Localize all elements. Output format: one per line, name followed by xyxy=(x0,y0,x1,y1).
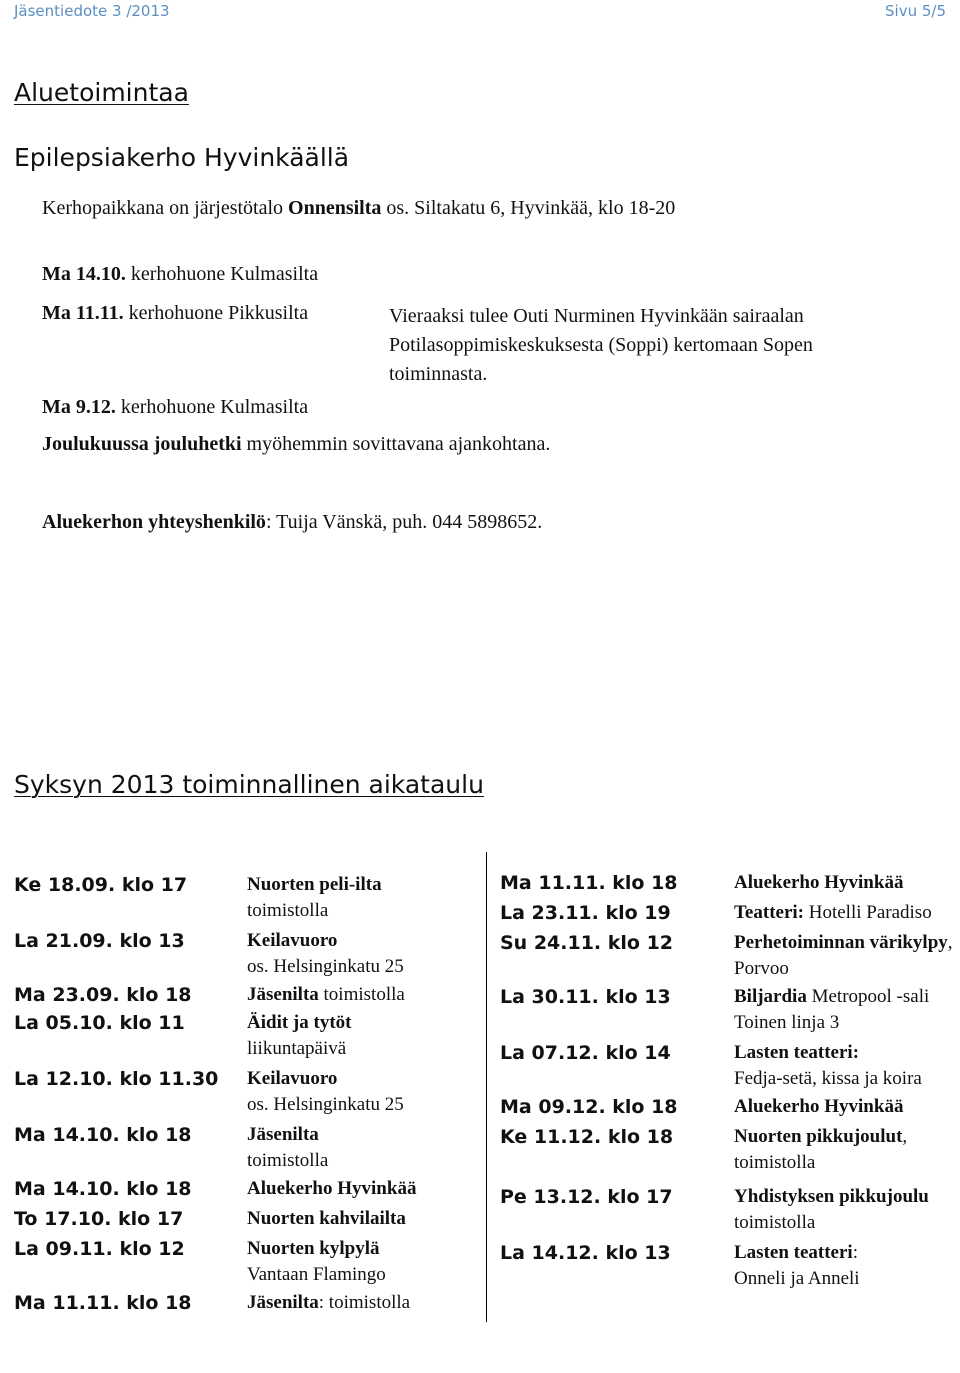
schedule-row xyxy=(500,870,960,896)
schedule-event xyxy=(734,870,960,896)
schedule-row xyxy=(14,1122,467,1174)
meeting-date: Ma 11.11. xyxy=(42,302,124,324)
schedule-event xyxy=(734,1240,960,1292)
event-line xyxy=(734,1040,960,1066)
page-header-title: Jäsentiedote 3 /2013 xyxy=(14,2,170,20)
schedule-date: Ma 23.09. klo 18 xyxy=(14,984,192,1006)
event-title: Teatteri: xyxy=(734,902,804,923)
schedule-date: To 17.10. klo 17 xyxy=(14,1208,184,1230)
schedule-row xyxy=(14,1236,467,1288)
event-detail: , xyxy=(902,1126,908,1147)
event-title: Keilavuoro xyxy=(247,1068,338,1089)
event-extra: os. Helsinginkatu 25 xyxy=(247,956,404,977)
schedule-date: Ke 18.09. klo 17 xyxy=(14,874,188,896)
event-line xyxy=(247,1290,467,1316)
event-title: Nuorten peli-ilta xyxy=(247,874,382,895)
schedule-event xyxy=(247,1176,467,1202)
schedule-date: Ma 14.10. klo 18 xyxy=(14,1124,192,1146)
event-line xyxy=(734,930,960,982)
schedule-row xyxy=(14,872,467,924)
event-title: Aluekerho Hyvinkää xyxy=(247,1178,417,1199)
event-line xyxy=(247,1206,467,1232)
schedule-date: Ma 14.10. klo 18 xyxy=(14,1178,192,1200)
event-line xyxy=(247,872,467,898)
event-extra: Vantaan Flamingo xyxy=(247,1264,386,1285)
event-title: Lasten teatteri xyxy=(734,1242,853,1263)
schedule-title: Syksyn 2013 toiminnallinen aikataulu xyxy=(14,770,484,799)
event-title: Nuorten kylpylä xyxy=(247,1238,380,1259)
event-extra: toimistolla xyxy=(734,1152,816,1173)
event-line xyxy=(247,982,467,1008)
meeting-date: Ma 14.10. xyxy=(42,263,126,285)
event-extra: os. Helsinginkatu 25 xyxy=(247,1094,404,1115)
venue-prefix: Kerhopaikkana on järjestötalo xyxy=(42,197,289,219)
event-title: Aluekerho Hyvinkää xyxy=(734,872,904,893)
schedule-row xyxy=(14,1206,467,1232)
event-title: Biljardia xyxy=(734,986,807,1007)
schedule-event xyxy=(734,930,960,982)
schedule-event xyxy=(734,1094,960,1120)
schedule-event xyxy=(734,900,960,926)
schedule-event xyxy=(734,1124,960,1176)
event-detail: Metropool -sali xyxy=(806,986,930,1007)
contact-line xyxy=(42,511,542,534)
christmas-rest: myöhemmin sovittavana ajankohtana. xyxy=(241,433,551,455)
event-line xyxy=(247,1066,467,1092)
event-detail: : xyxy=(852,1242,858,1263)
section-title: Aluetoimintaa xyxy=(14,78,189,107)
event-title: Keilavuoro xyxy=(247,930,338,951)
schedule-event xyxy=(247,872,467,924)
page-number: Sivu 5/5 xyxy=(885,2,946,20)
meeting-2-note: Vieraaksi tulee Outi Nurminen Hyvinkään sairaalan Potilasoppimiskeskuksesta (Soppi) kertomaan Sopen toiminnasta. xyxy=(389,305,813,385)
venue-suffix: os. Siltakatu 6, Hyvinkää, klo 18-20 xyxy=(381,197,676,219)
event-line xyxy=(247,928,467,954)
event-line xyxy=(247,1010,467,1036)
event-extra: toimistolla xyxy=(247,900,329,921)
schedule-row xyxy=(14,1290,467,1316)
schedule-event xyxy=(247,982,467,1008)
event-title: Aluekerho Hyvinkää xyxy=(734,1096,904,1117)
contact-details: : Tuija Vänskä, puh. 044 5898652. xyxy=(265,511,543,533)
schedule-row xyxy=(500,900,960,926)
schedule-date: La 07.12. klo 14 xyxy=(500,1042,671,1064)
club-title: Epilepsiakerho Hyvinkäällä xyxy=(14,143,350,172)
schedule-row xyxy=(500,1040,960,1092)
event-detail: , Porvoo xyxy=(734,932,953,979)
schedule-date: La 14.12. klo 13 xyxy=(500,1242,671,1264)
schedule-event xyxy=(734,1184,960,1236)
meeting-3 xyxy=(42,396,308,419)
schedule-date: Ke 11.12. klo 18 xyxy=(500,1126,674,1148)
event-line xyxy=(734,1240,960,1266)
schedule-event xyxy=(247,1236,467,1288)
event-extra: Onneli ja Anneli xyxy=(734,1268,860,1289)
event-extra: liikuntapäivä xyxy=(247,1038,347,1059)
event-line xyxy=(247,1236,467,1262)
schedule-date: Ma 11.11. klo 18 xyxy=(14,1292,192,1314)
schedule-row xyxy=(500,930,960,982)
christmas-note xyxy=(42,433,550,456)
event-line xyxy=(734,1094,960,1120)
event-extra: Fedja-setä, kissa ja koira xyxy=(734,1068,922,1089)
meeting-1 xyxy=(42,263,318,286)
schedule-date: Ma 09.12. klo 18 xyxy=(500,1096,678,1118)
schedule-row xyxy=(500,984,960,1036)
schedule-event xyxy=(734,1040,960,1092)
event-title: Perhetoiminnan värikylpy xyxy=(734,932,948,953)
event-detail: : toimistolla xyxy=(318,1292,411,1313)
schedule-row xyxy=(14,982,467,1008)
contact-label: Aluekerhon yhteyshenkilö xyxy=(42,511,266,533)
schedule-event xyxy=(247,1010,467,1062)
schedule-date: Pe 13.12. klo 17 xyxy=(500,1186,673,1208)
schedule-date: La 09.11. klo 12 xyxy=(14,1238,185,1260)
christmas-bold: Joulukuussa jouluhetki xyxy=(42,433,242,455)
venue-name: Onnensilta xyxy=(288,197,382,219)
meeting-place: kerhohuone Kulmasilta xyxy=(115,396,309,418)
event-line xyxy=(734,900,960,926)
schedule-date: La 23.11. klo 19 xyxy=(500,902,671,924)
event-line xyxy=(734,870,960,896)
event-title: Nuorten kahvilailta xyxy=(247,1208,406,1229)
event-detail: toimistolla xyxy=(318,984,405,1005)
event-title: Jäsenilta xyxy=(247,984,319,1005)
event-title: Nuorten pikkujoulut xyxy=(734,1126,903,1147)
schedule-event xyxy=(247,1290,467,1316)
event-line xyxy=(247,1176,467,1202)
event-title: Jäsenilta xyxy=(247,1124,319,1145)
meeting-place: kerhohuone Pikkusilta xyxy=(123,302,309,324)
event-line xyxy=(734,1124,960,1150)
schedule-event xyxy=(247,1122,467,1174)
event-extra: Toinen linja 3 xyxy=(734,1012,840,1033)
meeting-2 xyxy=(42,302,308,325)
meeting-date: Ma 9.12. xyxy=(42,396,116,418)
event-title: Lasten teatteri: xyxy=(734,1042,860,1063)
schedule-row xyxy=(14,1176,467,1202)
schedule-date: Su 24.11. klo 12 xyxy=(500,932,674,954)
event-detail: Hotelli Paradiso xyxy=(804,902,932,923)
schedule-date: La 21.09. klo 13 xyxy=(14,930,185,952)
schedule-event xyxy=(247,1206,467,1232)
schedule-event xyxy=(247,928,467,980)
schedule-row xyxy=(500,1124,960,1176)
schedule-event xyxy=(734,984,960,1036)
schedule-row xyxy=(500,1184,960,1236)
schedule-row xyxy=(14,1010,467,1062)
schedule-row xyxy=(14,928,467,980)
event-line xyxy=(734,1184,960,1210)
event-title: Yhdistyksen pikkujoulu xyxy=(734,1186,929,1207)
meeting-place: kerhohuone Kulmasilta xyxy=(125,263,319,285)
event-extra: toimistolla xyxy=(734,1212,816,1233)
schedule-date: La 05.10. klo 11 xyxy=(14,1012,185,1034)
schedule-row xyxy=(500,1240,960,1292)
column-divider xyxy=(486,852,487,1322)
schedule-event xyxy=(247,1066,467,1118)
schedule-row xyxy=(500,1094,960,1120)
event-extra: toimistolla xyxy=(247,1150,329,1171)
schedule-date: La 30.11. klo 13 xyxy=(500,986,671,1008)
schedule-row xyxy=(14,1066,467,1118)
schedule-date: La 12.10. klo 11.30 xyxy=(14,1068,219,1090)
schedule-date: Ma 11.11. klo 18 xyxy=(500,872,678,894)
event-line xyxy=(734,984,960,1010)
venue-line xyxy=(42,197,675,220)
event-title: Äidit ja tytöt xyxy=(247,1012,352,1033)
event-title: Jäsenilta xyxy=(247,1292,319,1313)
event-line xyxy=(247,1122,467,1148)
